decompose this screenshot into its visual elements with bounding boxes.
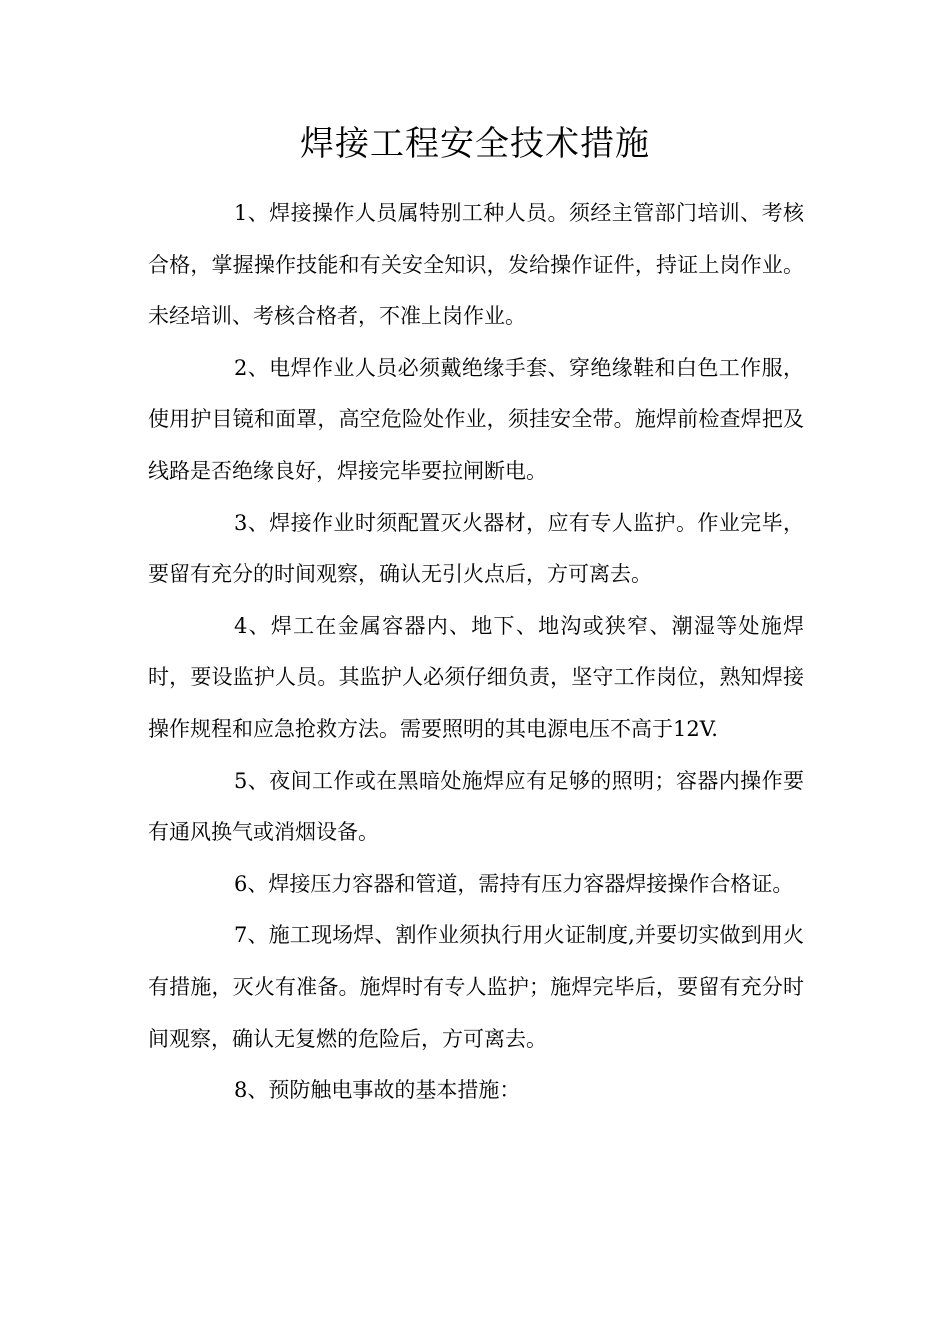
paragraph-7: 7、施工现场焊、割作业须执行用火证制度,并要切实做到用火有措施，灭火有准备。施焊时有专人监护；施焊完毕后，要留有充分时间观察，确认无复燃的危险后，方可离去。 xyxy=(148,923,804,1051)
paragraph-4: 4、焊工在金属容器内、地下、地沟或狭窄、潮湿等处施焊时，要设监护人员。其监护人必须仔细负责，坚守工作岗位，熟知焊接操作规程和应急抢救方法。需要照明的其电源电压不高于12V. xyxy=(148,613,804,741)
document-title: 焊接工程安全技术措施 xyxy=(300,124,650,164)
paragraph-1: 1、焊接操作人员属特别工种人员。须经主管部门培训、考核合格，掌握操作技能和有关安全知识，发给操作证件，持证上岗作业。未经培训、考核合格者，不准上岗作业。 xyxy=(148,201,804,329)
paragraph-8: 8、预防触电事故的基本措施： xyxy=(234,1078,521,1103)
paragraph-6: 6、焊接压力容器和管道，需持有压力容器焊接操作合格证。 xyxy=(234,871,794,896)
paragraph-3: 3、焊接作业时须配置灭火器材，应有专人监护。作业完毕，要留有充分的时间观察，确认无引火点后，方可离去。 xyxy=(148,510,804,587)
paragraph-5: 5、夜间工作或在黑暗处施焊应有足够的照明；容器内操作要有通风换气或消烟设备。 xyxy=(148,768,804,845)
paragraph-2: 2、电焊作业人员必须戴绝缘手套、穿绝缘鞋和白色工作服，使用护目镜和面罩，高空危险处作业，须挂安全带。施焊前检查焊把及线路是否绝缘良好，焊接完毕要拉闸断电。 xyxy=(148,355,804,483)
document-body xyxy=(148,188,804,1117)
